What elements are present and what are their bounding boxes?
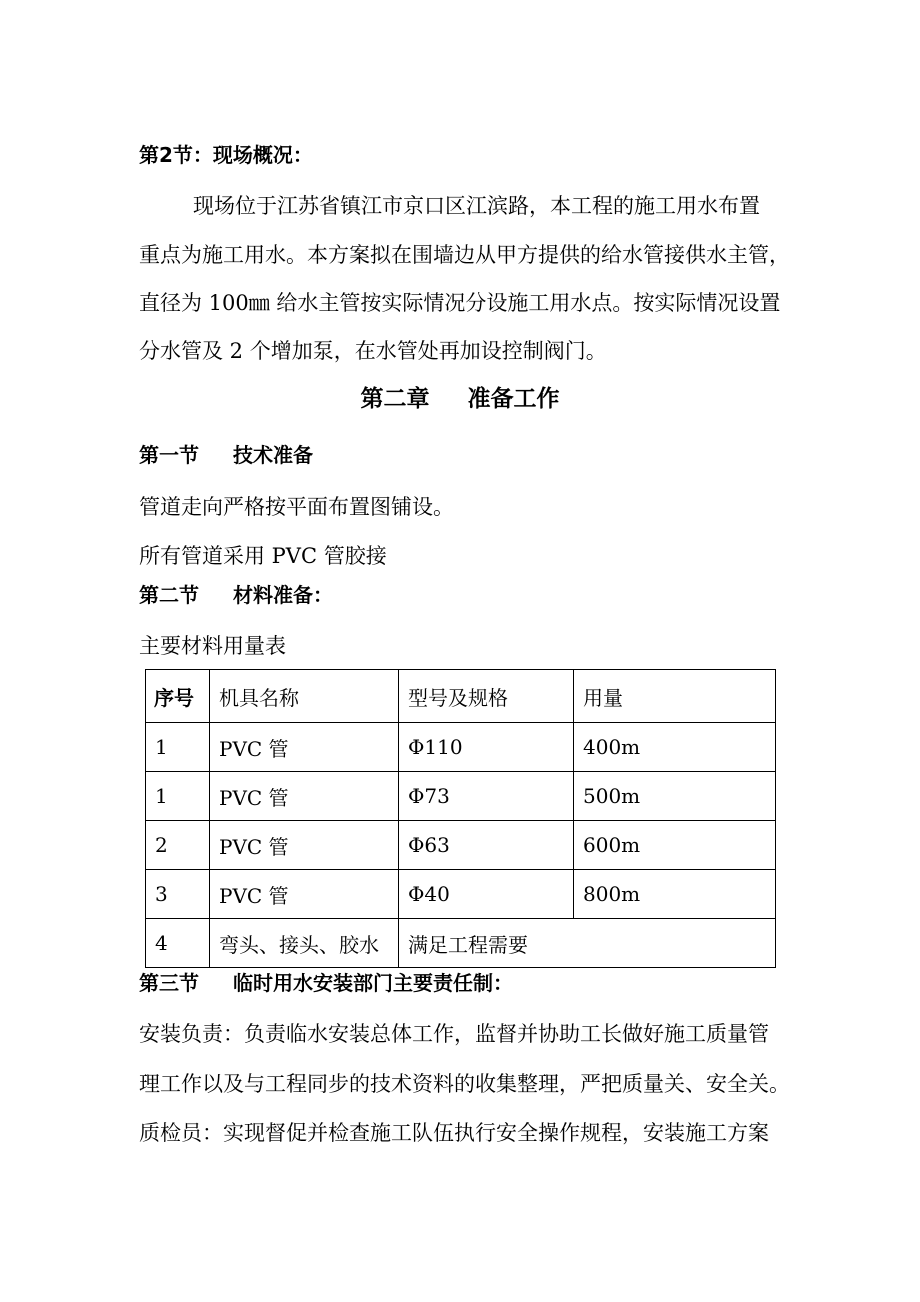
paragraph-line: 现场位于江苏省镇江市京口区江滨路，本工程的施工用水布置 bbox=[193, 194, 760, 218]
table-cell: Φ73 bbox=[399, 772, 574, 821]
chapter-number: 第二章 bbox=[360, 386, 430, 412]
table-cell: PVC 管 bbox=[210, 821, 399, 870]
table-cell: 4 bbox=[146, 919, 210, 968]
table-row bbox=[146, 870, 776, 919]
table-cell: 800m bbox=[574, 870, 776, 919]
table-header-row bbox=[146, 670, 776, 723]
section-title: 技术准备 bbox=[233, 443, 313, 467]
table-cell: PVC 管 bbox=[210, 723, 399, 772]
table-cell-merged: 满足工程需要 bbox=[399, 919, 776, 968]
table-cell: 1 bbox=[146, 723, 210, 772]
chapter-title bbox=[0, 385, 920, 413]
table-row bbox=[146, 772, 776, 821]
section-number: 第三节 bbox=[139, 971, 199, 995]
section-title: 材料准备： bbox=[233, 583, 333, 607]
header-cell: 用量 bbox=[574, 670, 776, 723]
table-row bbox=[146, 821, 776, 870]
paragraph-line: 所有管道采用 PVC 管胶接 bbox=[139, 544, 387, 568]
header-cell: 机具名称 bbox=[210, 670, 399, 723]
paragraph-line: 分水管及 2 个增加泵，在水管处再加设控制阀门。 bbox=[139, 339, 607, 363]
section-number: 第一节 bbox=[139, 443, 199, 467]
header-cell: 型号及规格 bbox=[399, 670, 574, 723]
section-material-prep-heading bbox=[139, 582, 333, 608]
paragraph-line: 重点为施工用水。本方案拟在围墙边从甲方提供的给水管接供水主管， bbox=[139, 243, 790, 267]
materials-table bbox=[145, 669, 776, 968]
table-cell: 3 bbox=[146, 870, 210, 919]
section-title: 临时用水安装部门主要责任制： bbox=[233, 971, 513, 995]
section-responsibility-heading bbox=[139, 970, 513, 996]
table-cell: 400m bbox=[574, 723, 776, 772]
chapter-name: 准备工作 bbox=[467, 386, 560, 412]
section-number: 第二节 bbox=[139, 583, 199, 607]
table-cell: 弯头、接头、胶水 bbox=[210, 919, 399, 968]
table-cell: Φ110 bbox=[399, 723, 574, 772]
table-cell: 2 bbox=[146, 821, 210, 870]
header-cell: 序号 bbox=[146, 670, 210, 723]
paragraph-line: 管道走向严格按平面布置图铺设。 bbox=[139, 495, 454, 519]
section-2-heading: 第2节：现场概况： bbox=[139, 143, 313, 167]
table-cell: 1 bbox=[146, 772, 210, 821]
table-cell: 600m bbox=[574, 821, 776, 870]
paragraph-line: 理工作以及与工程同步的技术资料的收集整理，严把质量关、安全关。 bbox=[139, 1072, 790, 1096]
table-cell: PVC 管 bbox=[210, 870, 399, 919]
table-caption: 主要材料用量表 bbox=[139, 634, 286, 658]
paragraph-line: 安装负责：负责临水安装总体工作，监督并协助工长做好施工质量管 bbox=[139, 1022, 769, 1046]
table-cell: 500m bbox=[574, 772, 776, 821]
table-row bbox=[146, 723, 776, 772]
paragraph-line: 直径为 100㎜ 给水主管按实际情况分设施工用水点。按实际情况设置 bbox=[139, 291, 781, 315]
paragraph-line: 质检员：实现督促并检查施工队伍执行安全操作规程，安装施工方案 bbox=[139, 1121, 769, 1145]
table-cell: Φ40 bbox=[399, 870, 574, 919]
table-cell: PVC 管 bbox=[210, 772, 399, 821]
table-cell: Φ63 bbox=[399, 821, 574, 870]
section-tech-prep-heading bbox=[139, 442, 313, 468]
table-row bbox=[146, 919, 776, 968]
